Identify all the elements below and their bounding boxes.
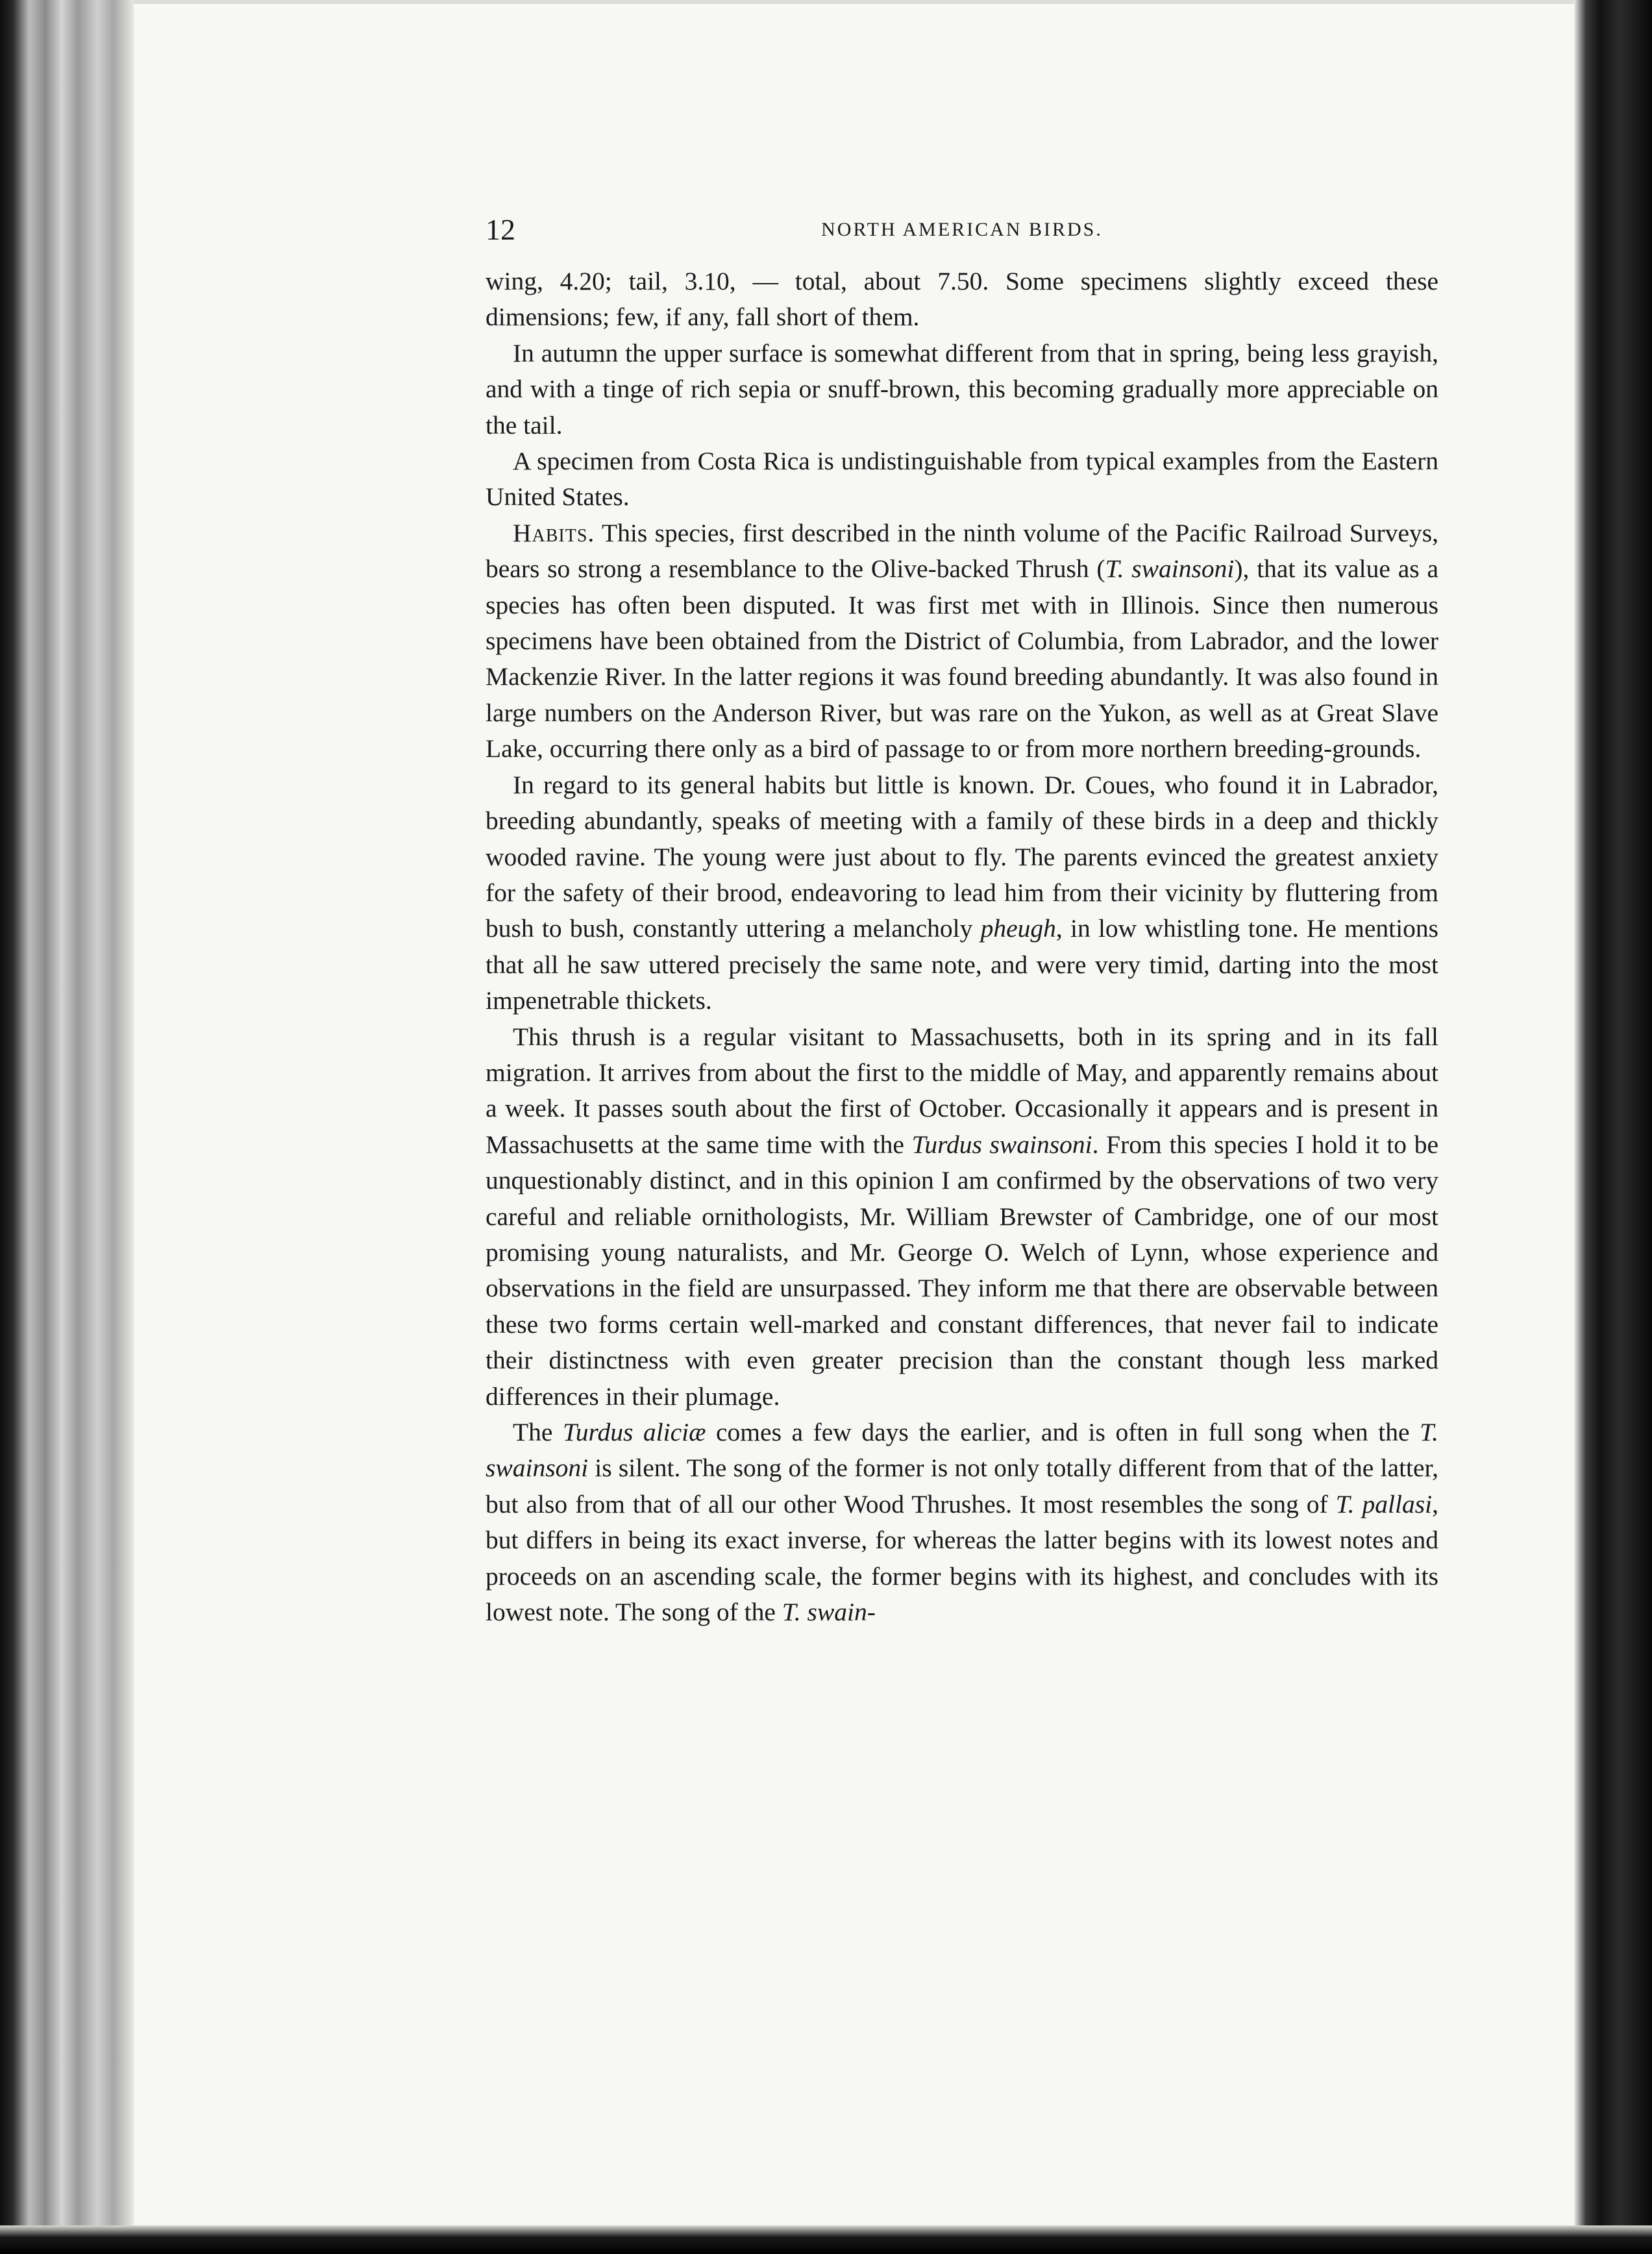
species-name: Turdus swainsoni: [911, 1130, 1092, 1159]
text-span: ), that its value as a species has often been disputed. It was first met with in Illinois. Since then numerous specimens have been obtained from the District of Columbia, from Labrador, and the lower Mackenzie River. In the latter regions it was found breeding abundantly. It was also found in large numbers on the Anderson River, but was rare on the Yukon, as well as at Great Slave Lake, occurring there only as a bird of passage to or from more northern breeding-grounds.: [486, 554, 1439, 763]
species-name: T. pallasi: [1335, 1489, 1433, 1518]
paragraph-measurements: wing, 4.20; tail, 3.10, — total, about 7.50. Some specimens slightly exceed these dimensions; few, if any, fall short of them.: [486, 267, 1438, 332]
body-text: [486, 264, 1438, 1630]
species-name: Turdus aliciæ: [563, 1418, 706, 1446]
running-head: [486, 209, 1438, 251]
text-span: This thrush is a regular visitant to Massachusetts, both in its spring and in its fall migration. It arrives from about the first to the middle of May, and apparently remains about a week. It passes south about the first of October. Occasionally it appears and is present in Massachusetts at the same time with the: [486, 1022, 1438, 1159]
text-span: . From this species I hold it to be unquestionably distinct, and in this opinion I am confirmed by the observations of two very careful and reliable ornithologists, Mr. William Brewster of Cambridge, one of our most promising young naturalists, and Mr. George O. Welch of Lynn, whose experience and observations in the field are unsurpassed. They inform me that there are observable between these two forms certain well-marked and constant differences, that never fail to indicate their distinctness with even greater precision than the constant though less marked differences in their plumage.: [486, 1130, 1438, 1411]
running-title: NORTH AMERICAN BIRDS.: [821, 219, 1103, 240]
paragraph-habits: [486, 515, 1438, 767]
habits-heading: Habits.: [513, 518, 595, 547]
paragraph-massachusetts: [486, 1019, 1438, 1415]
text-span: is silent. The song of the former is not only totally different from that of the latter, but also from that of all our other Wood Thrushes. It most resembles the song of: [486, 1454, 1438, 1518]
species-name: T. swain-: [782, 1598, 876, 1627]
book-spine-edge: [0, 0, 134, 2254]
text-span: This species, first described in the ninth volume of the Pacific Railroad Surveys, bears so strong a resemblance to the Olive-backed Thrush (: [486, 518, 1438, 584]
page-content: [486, 209, 1438, 1630]
paragraph-costa-rica: A specimen from Costa Rica is undistinguishable from typical examples from the Eastern United States.: [486, 447, 1438, 512]
text-span: The: [513, 1418, 563, 1446]
page-top-edge: [134, 0, 1574, 4]
text-span: comes a few days the earlier, and is often in full song when the: [706, 1418, 1420, 1446]
paragraph-song: [486, 1415, 1438, 1630]
text-span: In regard to its general habits but little is known. Dr. Coues, who found it in Labrador, breeding abundantly, speaks of meeting with a family of these birds in a deep and thickly wooded ravine. The young were just about to fly. The parents evinced the greatest anxiety for the safety of their brood, endeavoring to lead him from their vicinity by fluttering from bush to bush, constantly uttering a melancholy: [486, 770, 1438, 943]
paragraph-general-habits: [486, 767, 1438, 1019]
species-name: T. swainsoni: [486, 1418, 1439, 1483]
page-number: 12: [486, 213, 515, 246]
book-bottom-edge: [0, 2225, 1652, 2254]
call-word: pheugh: [980, 914, 1056, 943]
paragraph-autumn-plumage: In autumn the upper surface is somewhat different from that in spring, being less grayish, and with a tinge of rich sepia or snuff-brown, this becoming gradually more appreciable on the tail.: [486, 338, 1438, 440]
book-right-edge: [1574, 0, 1652, 2254]
text-span: , but differs in being its exact inverse, for whereas the latter begins with its lowest notes and proceeds on an ascending scale, the former begins with its highest, and concludes with its lowest note. The song of the: [486, 1489, 1438, 1627]
species-name: T. swainsoni: [1105, 554, 1235, 584]
text-span: , in low whistling tone. He mentions that all he saw uttered precisely the same note, and were very timid, darting into the most impenetrable thickets.: [486, 914, 1438, 1015]
